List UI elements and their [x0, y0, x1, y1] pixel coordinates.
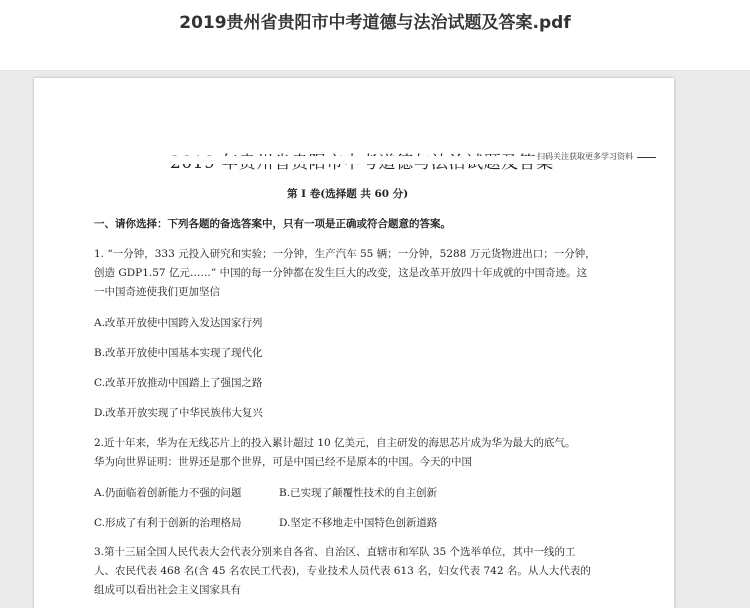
q3-stem-line: 人、农民代表 468 名(含 45 名农民工代表)，专业技术人员代表 613 名，妇女代表 742 名。从人大代表的	[94, 565, 591, 577]
q1-stem-line: 创造 GDP1.57 亿元……” 中国的每一分钟都在发生巨大的改变，这是改革开放四十年成就的中国奇迹。这	[94, 267, 588, 279]
part-heading: 第 I 卷(选择题 共 60 分)	[287, 188, 409, 200]
watermark-text: 扫码关注获取更多学习资料	[537, 152, 633, 161]
q3-stem-line: 3.第十三届全国人民代表大会代表分别来自各省、自治区、直辖市和军队 35 个选举单位，其中一线的工	[94, 546, 576, 558]
section-heading: 一、请你选择：下列各题的备选答案中，只有一项是正确或符合题意的答案。	[94, 218, 451, 230]
q1-option-d: D.改革开放实现了中华民族伟大复兴	[94, 407, 263, 419]
q2-option-d: D.坚定不移地走中国特色创新道路	[279, 517, 438, 529]
q2-stem-line: 2.近十年来，华为在无线芯片上的投入累计超过 10 亿美元，自主研发的海思芯片成为华为最大的底气。	[94, 437, 576, 449]
q1-stem-line: 一中国奇迹使我们更加坚信	[94, 286, 220, 298]
q2-option-a: A.仍面临着创新能力不强的问题	[94, 487, 242, 499]
q1-option-a: A.改革开放使中国跨入发达国家行列	[94, 317, 263, 329]
q2-stem-line: 华为向世界证明：世界还是那个世界，可是中国已经不是原本的中国。今天的中国	[94, 456, 472, 468]
watermark-dash	[637, 157, 656, 158]
q3-stem-line: 组成可以看出社会主义国家具有	[94, 584, 241, 596]
file-title: 2019贵州省贵阳市中考道德与法治试题及答案.pdf	[179, 13, 571, 33]
q1-option-b: B.改革开放使中国基本实现了现代化	[94, 347, 263, 359]
pdf-page	[34, 78, 674, 608]
q2-option-b: B.已实现了颠覆性技术的自主创新	[279, 487, 438, 499]
q1-stem-line: 1. “一分钟，333 元投入研究和实验；一分钟，生产汽车 55 辆；一分钟，5288 万元货物进出口；一分钟，	[94, 248, 596, 260]
viewer-header	[0, 0, 750, 71]
q1-option-c: C.改革开放推动中国踏上了强国之路	[94, 377, 263, 389]
q2-option-c: C.形成了有利于创新的治理格局	[94, 517, 242, 529]
